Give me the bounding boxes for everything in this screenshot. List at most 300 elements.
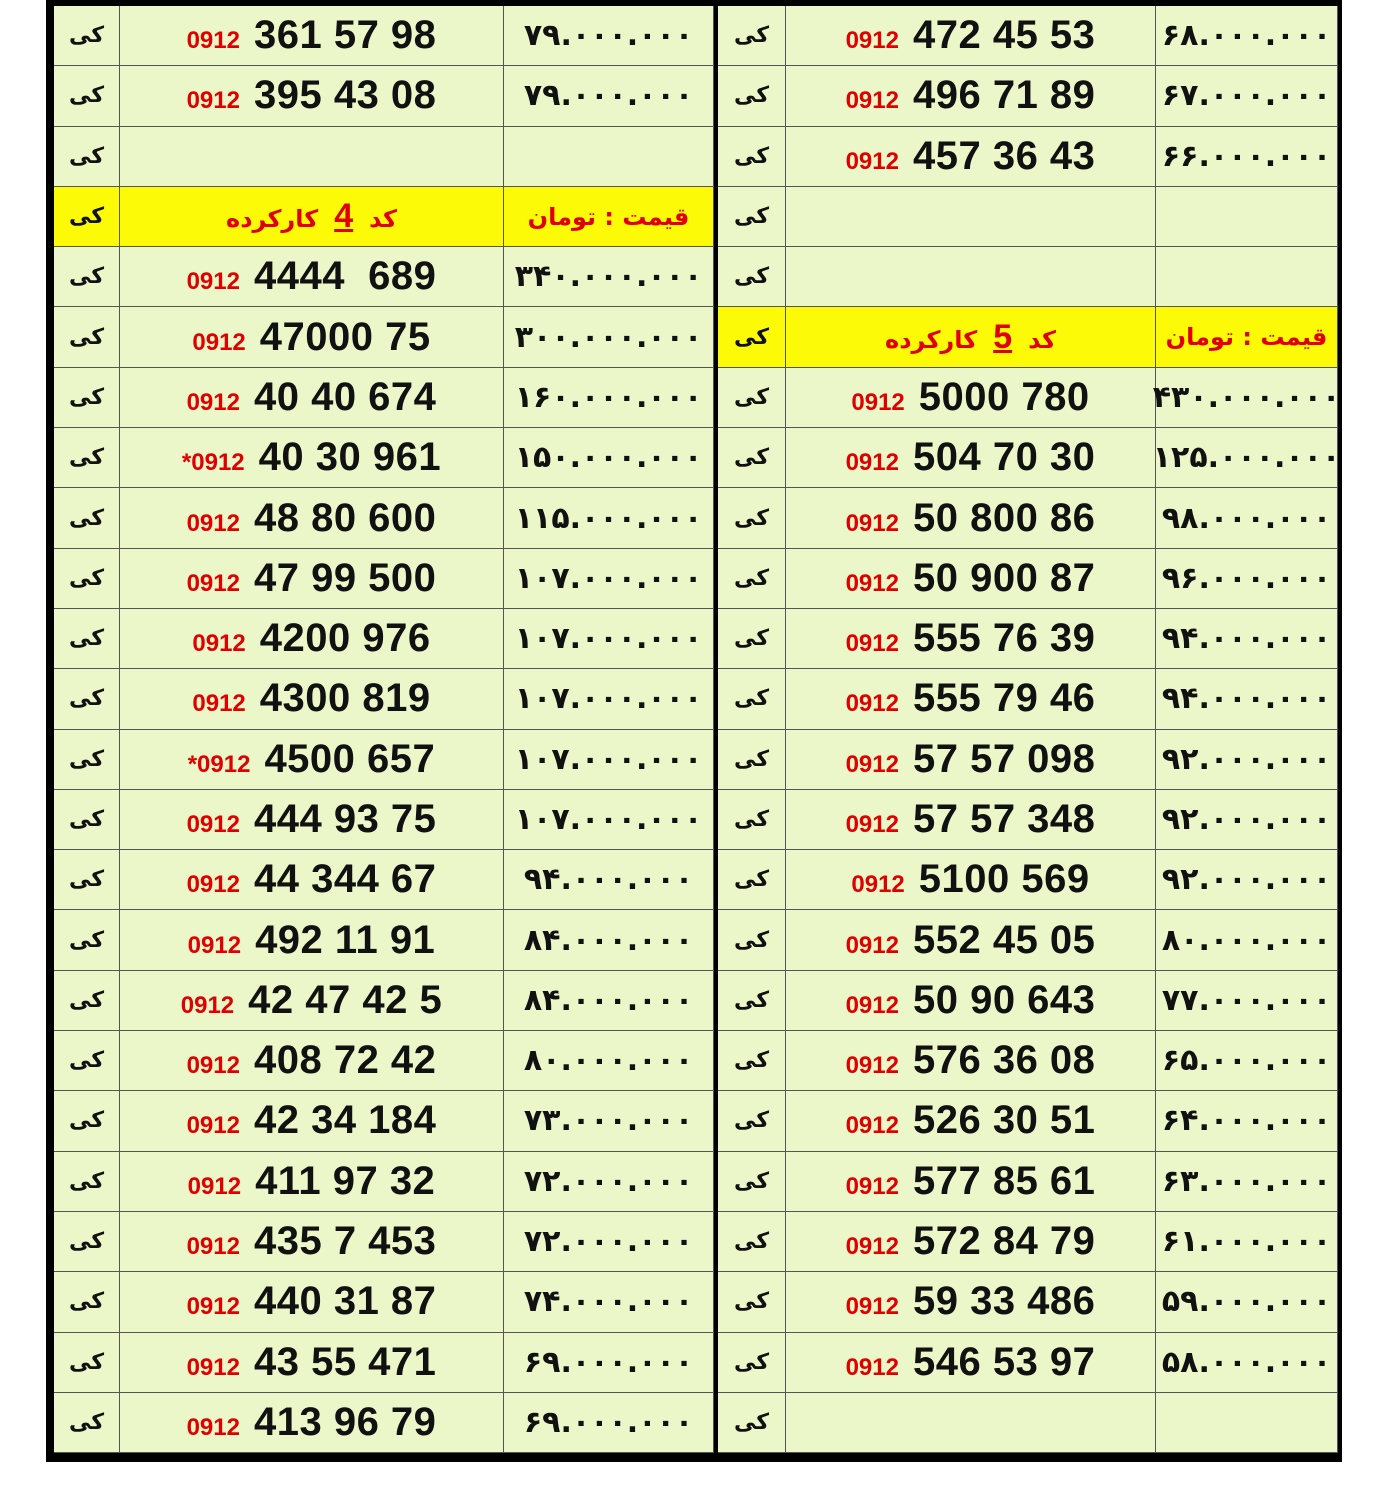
table-row <box>718 1393 1338 1453</box>
icon-cell <box>54 66 120 126</box>
icon-cell <box>54 1272 120 1332</box>
price-value: ۳۴۰.۰۰۰.۰۰۰ <box>514 259 703 295</box>
table-row <box>54 1212 714 1272</box>
phone-prefix: 0912 <box>845 991 899 1019</box>
icon-cell <box>54 549 120 609</box>
price-cell <box>504 1272 714 1332</box>
sim-card-icon: کی <box>68 1168 105 1194</box>
price-cell <box>504 1393 714 1453</box>
number-cell <box>786 609 1156 669</box>
phone-digits: 555 79 46 <box>912 676 1096 721</box>
table-row <box>54 971 714 1031</box>
price-cell <box>504 307 714 367</box>
table-row <box>718 368 1341 428</box>
price-value: ۱۶۰.۰۰۰.۰۰۰ <box>514 379 703 415</box>
number-cell <box>786 1333 1156 1393</box>
icon-cell <box>718 609 786 669</box>
phone-digits: 47000 75 <box>259 314 431 359</box>
price-value: ۱۲۵.۰۰۰.۰۰۰ <box>1152 440 1341 476</box>
price-cell <box>504 6 714 66</box>
price-cell <box>504 1212 714 1272</box>
phone-digits: 42 34 184 <box>253 1098 437 1143</box>
price-cell <box>1156 910 1338 970</box>
phone-digits: 4300 819 <box>259 676 431 721</box>
price-value: ۹۲.۰۰۰.۰۰۰ <box>1161 741 1332 777</box>
price-cell <box>504 127 714 187</box>
icon-cell <box>718 1152 786 1212</box>
price-value: ۸۰.۰۰۰.۰۰۰ <box>523 1043 694 1079</box>
phone-digits: 457 36 43 <box>912 133 1096 178</box>
number-cell <box>786 1152 1156 1212</box>
table-row <box>54 730 714 790</box>
table-row <box>54 1333 714 1393</box>
icon-cell <box>54 1031 120 1091</box>
sim-card-icon: کی <box>68 1289 105 1315</box>
price-cell <box>1156 247 1338 307</box>
price-value: ۸۴.۰۰۰.۰۰۰ <box>523 922 694 958</box>
table-row <box>718 549 1338 609</box>
number-cell <box>786 368 1156 428</box>
phone-digits: 576 36 08 <box>912 1038 1096 1083</box>
icon-cell <box>54 971 120 1031</box>
price-cell <box>504 850 714 910</box>
section-title-word: کد <box>1028 325 1056 354</box>
table-row <box>718 247 1338 307</box>
phone-number <box>182 435 441 480</box>
icon-cell <box>54 730 120 790</box>
table-row <box>718 187 1338 247</box>
table-row <box>54 1272 714 1332</box>
number-cell <box>786 1393 1156 1453</box>
phone-number <box>846 797 1096 842</box>
price-value: ۹۲.۰۰۰.۰۰۰ <box>1161 862 1332 898</box>
number-cell <box>120 1333 504 1393</box>
phone-number <box>187 1098 437 1143</box>
section-code: 5 <box>993 317 1013 356</box>
price-cell <box>1156 1031 1338 1091</box>
sim-card-icon: کی <box>733 143 770 169</box>
number-cell <box>786 247 1156 307</box>
icon-cell <box>718 127 786 187</box>
table-row <box>718 730 1338 790</box>
price-cell <box>1156 488 1338 548</box>
price-value: ۶۵.۰۰۰.۰۰۰ <box>1161 1043 1332 1079</box>
sim-card-icon: کی <box>68 626 105 652</box>
sim-card-icon: کی <box>733 626 770 652</box>
price-value: ۷۷.۰۰۰.۰۰۰ <box>1161 982 1332 1018</box>
sim-card-icon: کی <box>68 1108 105 1134</box>
sim-card-icon: کی <box>68 83 105 109</box>
phone-digits: 435 7 453 <box>253 1219 437 1264</box>
section-title <box>226 197 397 236</box>
sim-card-icon: کی <box>733 746 770 772</box>
phone-number <box>187 797 437 842</box>
sim-card-icon: کی <box>733 264 770 290</box>
sim-card-icon: کی <box>733 807 770 832</box>
phone-prefix: 0912 <box>845 509 899 537</box>
phone-number <box>851 857 1089 902</box>
sim-card-icon: کی <box>68 324 105 350</box>
sim-card-icon: کی <box>68 1229 105 1255</box>
sim-card-icon: کی <box>733 505 770 531</box>
price-value: ۶۸.۰۰۰.۰۰۰ <box>1161 18 1332 54</box>
phone-digits: 50 90 643 <box>912 977 1096 1022</box>
phone-digits: 50 900 87 <box>912 555 1096 600</box>
price-value: ۹۸.۰۰۰.۰۰۰ <box>1161 500 1332 536</box>
phone-number <box>188 918 436 963</box>
price-cell <box>504 1333 714 1393</box>
phone-number <box>846 737 1096 782</box>
table-row <box>718 6 1338 66</box>
icon-cell <box>54 1212 120 1272</box>
price-cell <box>1156 1272 1338 1332</box>
phone-prefix: 0912 <box>186 268 240 296</box>
table-row <box>718 910 1338 970</box>
number-cell <box>786 971 1156 1031</box>
price-value: ۹۴.۰۰۰.۰۰۰ <box>1161 681 1332 717</box>
price-cell <box>1156 66 1338 126</box>
number-cell <box>120 1393 504 1453</box>
sim-card-icon: کی <box>68 384 105 410</box>
table-row <box>54 910 714 970</box>
price-cell <box>504 910 714 970</box>
table-row <box>718 1091 1338 1151</box>
phone-digits: 444 93 75 <box>253 797 437 841</box>
number-cell <box>786 1212 1156 1272</box>
phone-prefix: 0912 <box>186 1052 240 1080</box>
price-cell <box>1152 428 1341 488</box>
icon-cell <box>718 1272 786 1332</box>
table-row <box>718 971 1338 1031</box>
number-cell <box>120 1212 504 1272</box>
section-code: 4 <box>334 197 354 236</box>
phone-digits: 59 33 486 <box>912 1279 1096 1324</box>
phone-digits: 440 31 87 <box>253 1279 437 1324</box>
phone-prefix: 0912 <box>186 569 240 597</box>
table-row <box>54 247 714 307</box>
number-cell <box>120 790 504 850</box>
price-cell <box>504 247 714 307</box>
price-value: ۶۷.۰۰۰.۰۰۰ <box>1161 78 1332 114</box>
phone-prefix: 0912 <box>845 1112 899 1140</box>
section-title-word: کد <box>369 205 397 234</box>
number-cell <box>120 850 504 910</box>
phone-digits: 5100 569 <box>918 857 1090 902</box>
phone-prefix: 0912 <box>186 1233 240 1261</box>
phone-number <box>846 496 1096 541</box>
icon-cell <box>54 1393 120 1453</box>
table-row <box>718 850 1338 910</box>
phone-number <box>192 676 430 721</box>
phone-number <box>187 375 437 420</box>
icon-cell <box>54 850 120 910</box>
price-header-label: قیمت : تومان <box>1165 323 1328 352</box>
icon-cell <box>54 609 120 669</box>
price-value: ۱۰۷.۰۰۰.۰۰۰ <box>514 681 703 717</box>
icon-cell <box>718 247 786 307</box>
price-value: ۷۲.۰۰۰.۰۰۰ <box>523 1163 694 1199</box>
left-border <box>46 0 52 1462</box>
phone-prefix: 0912 <box>845 569 899 597</box>
phone-number <box>188 1159 436 1204</box>
table-row <box>718 609 1338 669</box>
phone-prefix: *0912 <box>187 750 251 778</box>
phone-digits: 504 70 30 <box>912 435 1096 480</box>
sim-card-icon: کی <box>733 1229 770 1255</box>
number-cell <box>120 488 504 548</box>
phone-number <box>846 134 1096 179</box>
table-row <box>718 1031 1338 1091</box>
price-cell <box>1156 971 1338 1031</box>
icon-cell <box>718 1031 786 1091</box>
price-cell <box>1156 1393 1338 1453</box>
phone-number <box>846 13 1096 58</box>
table-row <box>54 1031 714 1091</box>
price-value: ۷۹.۰۰۰.۰۰۰ <box>523 78 694 114</box>
table-row <box>718 1333 1338 1393</box>
icon-cell <box>718 850 786 910</box>
number-cell <box>120 368 504 428</box>
number-cell <box>786 6 1156 66</box>
phone-prefix: 0912 <box>851 871 905 899</box>
number-cell <box>120 910 504 970</box>
number-cell <box>120 549 504 609</box>
number-cell <box>786 66 1156 126</box>
phone-prefix: 0912 <box>186 1293 240 1321</box>
sim-card-icon: کی <box>733 23 770 49</box>
price-value: ۷۳.۰۰۰.۰۰۰ <box>523 1103 694 1139</box>
phone-number <box>846 616 1096 661</box>
price-cell <box>1156 127 1338 187</box>
icon-cell <box>718 187 786 247</box>
phone-number <box>846 1279 1096 1324</box>
price-cell <box>1156 1333 1338 1393</box>
phone-digits: 408 72 42 <box>253 1038 437 1083</box>
sim-card-icon: کی <box>68 23 105 49</box>
sim-card-icon: کی <box>68 505 105 531</box>
number-cell <box>786 1031 1156 1091</box>
sim-card-icon: کی <box>733 565 770 591</box>
number-cell <box>786 730 1156 790</box>
icon-cell <box>54 488 120 548</box>
phone-number <box>846 1038 1096 1083</box>
price-cell <box>504 1091 714 1151</box>
table-row <box>54 127 714 187</box>
number-cell <box>120 730 504 790</box>
sim-card-icon: کی <box>733 204 770 230</box>
price-cell <box>1156 549 1338 609</box>
phone-digits: 50 800 86 <box>912 495 1096 540</box>
header-title-cell <box>120 187 504 247</box>
icon-cell <box>718 307 786 367</box>
section-title <box>885 318 1056 357</box>
phone-number <box>187 556 437 601</box>
price-cell <box>504 368 714 428</box>
sim-card-icon: کی <box>68 1048 105 1074</box>
phone-number <box>846 73 1096 118</box>
price-value: ۳۰۰.۰۰۰.۰۰۰ <box>514 319 703 355</box>
table-row <box>54 488 714 548</box>
icon-cell <box>54 1333 120 1393</box>
sim-card-icon: کی <box>733 987 770 1013</box>
phone-digits: 57 57 098 <box>912 736 1096 781</box>
phone-prefix: 0912 <box>186 1112 240 1140</box>
icon-cell <box>54 247 120 307</box>
phone-digits: 40 40 674 <box>253 374 437 419</box>
table-row <box>54 307 714 367</box>
number-cell <box>120 428 504 488</box>
price-sheet <box>46 0 1342 1462</box>
sim-card-icon: کی <box>68 264 105 290</box>
sim-card-icon: کی <box>68 867 105 893</box>
phone-prefix: 0912 <box>845 1172 899 1200</box>
price-cell <box>1156 609 1338 669</box>
number-cell <box>786 1091 1156 1151</box>
price-cell <box>504 609 714 669</box>
price-cell <box>504 730 714 790</box>
header-title-cell <box>786 307 1156 367</box>
phone-digits: 526 30 51 <box>912 1098 1096 1143</box>
number-cell <box>120 609 504 669</box>
header-price-cell <box>504 187 714 247</box>
phone-digits: 555 76 39 <box>912 616 1096 661</box>
price-value: ۶۹.۰۰۰.۰۰۰ <box>523 1344 694 1380</box>
phone-digits: 4444 689 <box>253 254 437 299</box>
phone-number <box>851 375 1089 420</box>
price-cell <box>504 1031 714 1091</box>
icon-cell <box>54 1152 120 1212</box>
icon-cell <box>718 971 786 1031</box>
number-cell <box>120 307 504 367</box>
phone-prefix: 0912 <box>845 690 899 718</box>
number-cell <box>786 850 1156 910</box>
phone-number <box>187 1279 437 1324</box>
left-panel <box>54 6 714 1453</box>
phone-number <box>846 1219 1096 1264</box>
phone-prefix: 0912 <box>186 87 240 115</box>
price-cell <box>1152 368 1341 428</box>
phone-prefix: 0912 <box>845 27 899 55</box>
table-row <box>54 790 714 850</box>
price-cell <box>1156 1212 1338 1272</box>
table-row <box>54 1152 714 1212</box>
number-cell <box>120 127 504 187</box>
sim-card-icon: کی <box>68 204 105 230</box>
phone-digits: 5000 780 <box>918 374 1090 419</box>
phone-number <box>846 1159 1096 1204</box>
phone-prefix: 0912 <box>192 630 246 658</box>
phone-prefix: 0912 <box>192 690 246 718</box>
icon-cell <box>718 428 786 488</box>
price-cell <box>504 669 714 729</box>
phone-digits: 395 43 08 <box>253 73 437 118</box>
phone-digits: 546 53 97 <box>912 1339 1096 1384</box>
phone-digits: 552 45 05 <box>912 917 1096 962</box>
price-value: ۱۰۷.۰۰۰.۰۰۰ <box>514 560 703 596</box>
icon-cell <box>718 66 786 126</box>
sim-card-icon: کی <box>733 1108 770 1134</box>
icon-cell <box>54 1091 120 1151</box>
table-row <box>54 850 714 910</box>
price-cell <box>504 1152 714 1212</box>
number-cell <box>120 1272 504 1332</box>
phone-prefix: 0912 <box>845 449 899 477</box>
phone-digits: 42 47 42 5 <box>248 977 443 1022</box>
price-value: ۹۶.۰۰۰.۰۰۰ <box>1161 560 1332 596</box>
phone-number <box>846 1340 1096 1385</box>
price-value: ۹۴.۰۰۰.۰۰۰ <box>523 862 694 898</box>
phone-number <box>187 254 437 299</box>
phone-prefix: 0912 <box>186 1353 240 1381</box>
icon-cell <box>54 428 120 488</box>
sim-card-icon: کی <box>733 1048 770 1074</box>
price-cell <box>1156 1152 1338 1212</box>
icon-cell <box>54 187 120 247</box>
table-row <box>718 1272 1338 1332</box>
section-header-row <box>54 187 714 247</box>
phone-prefix: 0912 <box>845 87 899 115</box>
price-value: ۶۳.۰۰۰.۰۰۰ <box>1161 1163 1332 1199</box>
price-cell <box>504 488 714 548</box>
price-value: ۸۰.۰۰۰.۰۰۰ <box>1161 922 1332 958</box>
table-row <box>718 428 1341 488</box>
sim-card-icon: کی <box>68 987 105 1013</box>
icon-cell <box>718 549 786 609</box>
price-value: ۵۹.۰۰۰.۰۰۰ <box>1161 1284 1332 1320</box>
price-value: ۱۰۷.۰۰۰.۰۰۰ <box>514 621 703 657</box>
table-row <box>54 428 714 488</box>
sim-card-icon: کی <box>733 867 770 893</box>
phone-digits: 411 97 32 <box>255 1158 436 1203</box>
phone-prefix: 0912 <box>845 811 899 838</box>
table-row <box>54 6 714 66</box>
icon-cell <box>718 669 786 729</box>
sim-card-icon: کی <box>733 324 770 350</box>
icon-cell <box>54 790 120 850</box>
phone-number <box>846 435 1096 480</box>
price-cell <box>504 549 714 609</box>
price-value: ۶۹.۰۰۰.۰۰۰ <box>523 1404 694 1440</box>
price-cell <box>504 971 714 1031</box>
phone-prefix: 0912 <box>845 1353 899 1381</box>
phone-prefix: 0912 <box>180 991 235 1019</box>
sim-card-icon: کی <box>733 83 770 109</box>
phone-digits: 43 55 471 <box>253 1339 437 1384</box>
phone-prefix: 0912 <box>845 630 899 658</box>
phone-prefix: 0912 <box>186 388 240 416</box>
number-cell <box>786 428 1156 488</box>
section-title-suffix: کارکرده <box>885 325 978 354</box>
phone-digits: 492 11 91 <box>255 917 436 962</box>
phone-number <box>187 13 437 58</box>
number-cell <box>120 1091 504 1151</box>
sim-card-icon: کی <box>68 746 105 772</box>
sim-card-icon: کی <box>68 807 105 832</box>
phone-prefix: 0912 <box>186 27 240 55</box>
price-value: ۸۴.۰۰۰.۰۰۰ <box>523 982 694 1018</box>
table-row <box>718 488 1338 548</box>
price-value: ۷۴.۰۰۰.۰۰۰ <box>523 1284 694 1320</box>
icon-cell <box>54 127 120 187</box>
number-cell <box>786 1272 1156 1332</box>
table-row <box>54 66 714 126</box>
price-value: ۱۱۵.۰۰۰.۰۰۰ <box>514 500 703 536</box>
price-value: ۱۰۷.۰۰۰.۰۰۰ <box>514 802 703 837</box>
icon-cell <box>54 669 120 729</box>
sim-card-icon: کی <box>733 927 770 953</box>
number-cell <box>120 66 504 126</box>
price-cell <box>1156 6 1338 66</box>
